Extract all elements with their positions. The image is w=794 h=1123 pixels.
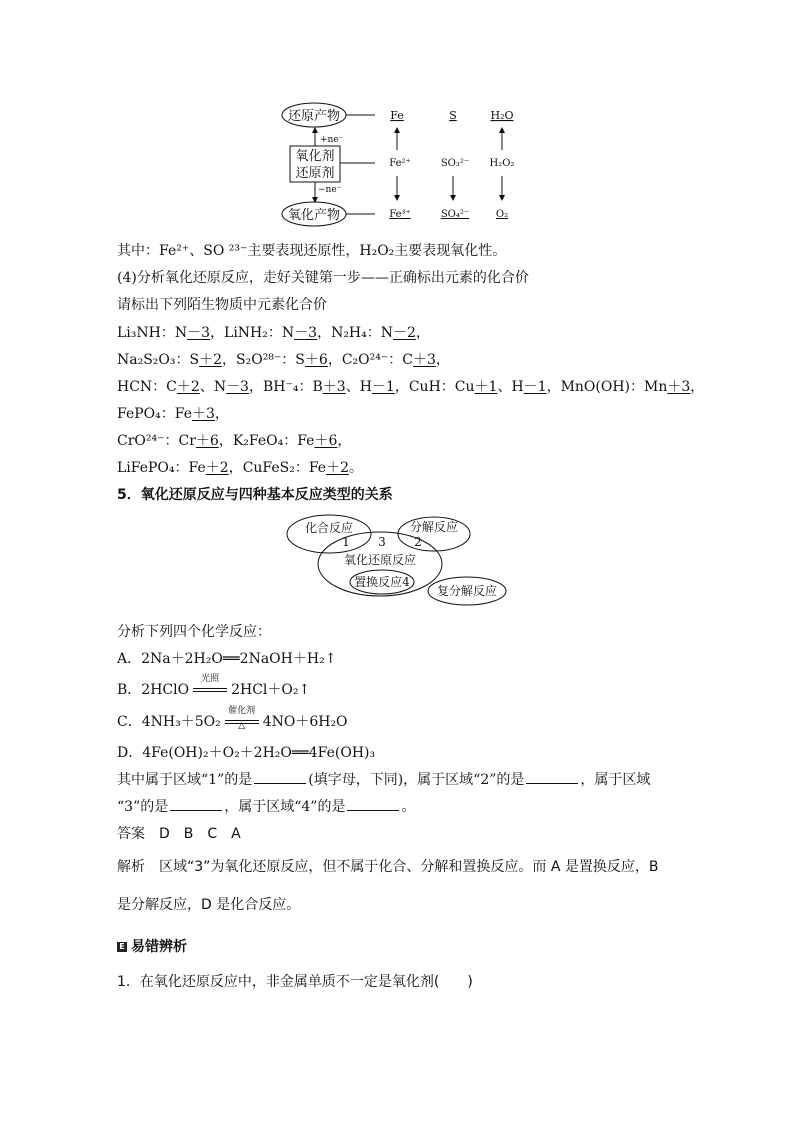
valence-value: ＋3 bbox=[322, 379, 346, 395]
error-section-heading: E 易错辨析 bbox=[117, 936, 187, 956]
answer-blank-3[interactable] bbox=[170, 797, 222, 811]
judgement-item-1: 1．在氧化还原反应中，非金属单质不一定是氧化剂( ) bbox=[117, 974, 473, 990]
answer-line: 答案 D B C A bbox=[117, 826, 241, 842]
light-condition-sign: 光照 bbox=[193, 683, 227, 697]
double-decomposition-label: 复分解反应 bbox=[436, 584, 498, 598]
reductant-label: 还原剂 bbox=[295, 166, 335, 181]
option-c: C．4NH₃＋5O₂ 催化剂 △ 4NO＋6H₂O bbox=[117, 706, 348, 731]
catalyst-condition-sign: 催化剂 △ bbox=[225, 715, 259, 729]
valence-value: ＋2 bbox=[326, 460, 350, 476]
col2-bot: SO₄²⁻ bbox=[440, 209, 470, 220]
col1-bot: Fe³⁺ bbox=[389, 209, 411, 220]
analysis-intro: 分析下列四个化学反应： bbox=[117, 624, 271, 640]
option-d: D．4Fe(OH)₂＋O₂＋2H₂O══4Fe(OH)₃ bbox=[117, 745, 376, 761]
col3-top: H₂O bbox=[490, 109, 514, 122]
valence-row-4: FePO₄：Fe＋3， bbox=[117, 406, 229, 422]
explanation-line-2: 是分解反应，D 是化合反应。 bbox=[117, 897, 301, 913]
region-2: 2 bbox=[414, 535, 422, 549]
explanation-line-1: 解析 区域“3”为氧化还原反应，但不属于化合、分解和置换反应。而 A 是置换反应，B bbox=[117, 859, 659, 875]
decomposition-label: 分解反应 bbox=[409, 520, 459, 534]
valence-value: －1 bbox=[371, 379, 395, 395]
valence-value: ＋6 bbox=[195, 433, 219, 449]
valence-row-5: CrO²⁴⁻：Cr＋6，K₂FeO₄：Fe＋6， bbox=[117, 433, 352, 449]
valence-value: －3 bbox=[294, 325, 318, 341]
valence-row-2: Na₂S₂O₃：S＋2，S₂O²⁸⁻：S＋6，C₂O²⁴⁻：C＋3， bbox=[117, 352, 450, 368]
redox-label: 氧化还原反应 bbox=[343, 553, 417, 567]
valence-value: ＋6 bbox=[314, 433, 338, 449]
valence-value: ＋3 bbox=[667, 379, 691, 395]
answer-blank-2[interactable] bbox=[526, 770, 578, 784]
col2-mid: SO₃²⁻ bbox=[440, 158, 470, 169]
valence-value: －1 bbox=[523, 379, 547, 395]
mark-valence-line: 请标出下列陌生物质中元素化合价 bbox=[117, 297, 327, 313]
valence-row-6: LiFePO₄：Fe＋2，CuFeS₂：Fe＋2。 bbox=[117, 460, 364, 476]
question-line-2: “3”的是 ，属于区域“4”的是 。 bbox=[117, 799, 416, 815]
oxidant-label: 氧化剂 bbox=[295, 149, 335, 164]
valence-value: －3 bbox=[226, 379, 249, 395]
gain-electrons-label: +ne⁻ bbox=[320, 135, 344, 145]
valence-row-3: HCN：C＋2、N－3，BH⁻₄：B＋3、H－1，CuH：Cu＋1、H－1，MnO(OH)：Mn＋3， bbox=[117, 379, 705, 395]
replacement-label: 置换反应4 bbox=[354, 575, 410, 589]
reduction-product-label: 还原产物 bbox=[287, 109, 341, 124]
redox-relation-diagram bbox=[280, 100, 530, 230]
region-1: 1 bbox=[342, 535, 350, 549]
oxidation-product-label: 氧化产物 bbox=[287, 208, 341, 223]
section5-heading: 5．氧化还原反应与四种基本反应类型的关系 bbox=[117, 487, 393, 503]
valence-value: ＋3 bbox=[191, 406, 215, 422]
col1-mid: Fe²⁺ bbox=[389, 158, 411, 169]
step4-line: (4)分析氧化还原反应，走好关键第一步——正确标出元素的化合价 bbox=[117, 270, 529, 286]
col2-top: S bbox=[449, 109, 457, 122]
answer-blank-1[interactable] bbox=[254, 770, 306, 784]
option-b: B．2HClO 光照 2HCl＋O₂↑ bbox=[117, 674, 311, 698]
valence-row-1: Li₃NH：N－3，LiNH₂：N－3，N₂H₄：N－2， bbox=[117, 325, 430, 341]
combination-label: 化合反应 bbox=[304, 521, 354, 535]
col1-top: Fe bbox=[390, 109, 404, 122]
col3-mid: H₂O₂ bbox=[489, 158, 515, 169]
valence-value: ＋2 bbox=[205, 460, 229, 476]
valence-value: ＋2 bbox=[199, 352, 223, 368]
answer-blank-4[interactable] bbox=[347, 797, 399, 811]
question-line-1: 其中属于区域“1”的是 (填字母，下同)，属于区域“2”的是 ，属于区域 bbox=[117, 772, 651, 788]
region-3: 3 bbox=[378, 535, 386, 549]
intro-line: 其中：Fe²⁺、SO ²³⁻主要表现还原性，H₂O₂主要表现氧化性。 bbox=[117, 243, 507, 259]
col3-bot: O₂ bbox=[495, 209, 509, 220]
valence-value: ＋3 bbox=[412, 352, 436, 368]
lose-electrons-label: −ne⁻ bbox=[318, 185, 342, 195]
valence-value: －2 bbox=[393, 325, 416, 341]
valence-value: ＋6 bbox=[304, 352, 328, 368]
section-tag-icon: E bbox=[117, 942, 127, 952]
reaction-type-venn-diagram bbox=[284, 512, 516, 608]
valence-value: －3 bbox=[187, 325, 211, 341]
option-a: A．2Na＋2H₂O══2NaOH＋H₂↑ bbox=[117, 651, 337, 667]
valence-value: ＋1 bbox=[474, 379, 498, 395]
valence-value: ＋2 bbox=[176, 379, 200, 395]
